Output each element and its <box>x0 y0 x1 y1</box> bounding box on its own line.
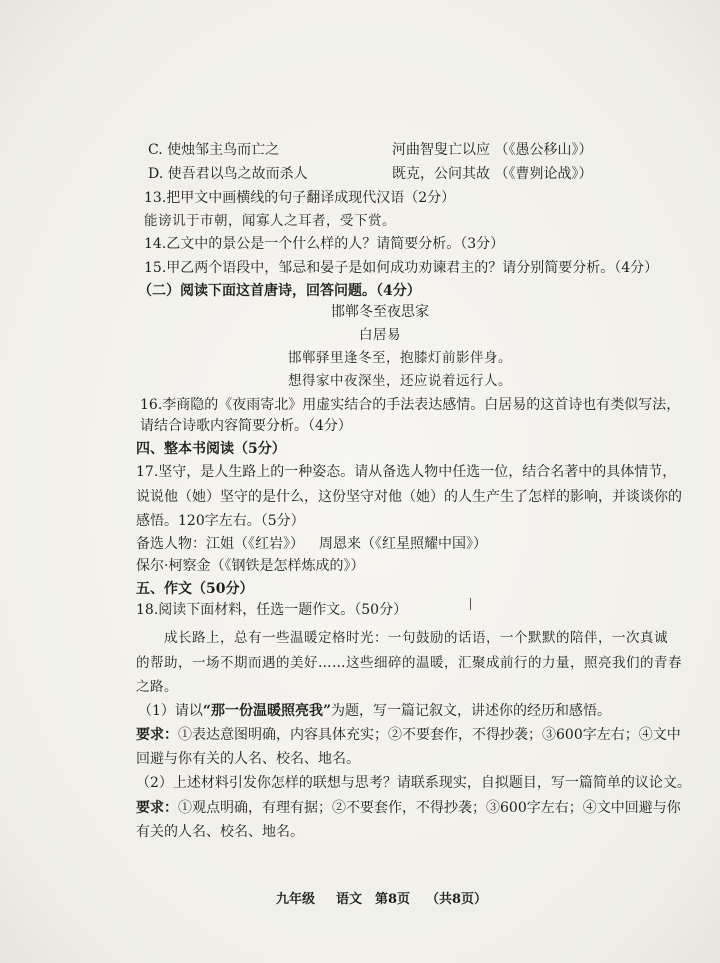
section-2-heading: （二）阅读下面这首唐诗，回答问题。（4分） <box>138 283 421 299</box>
question-16-line-1: 16.李商隐的《夜雨寄北》用虚实结合的手法表达感情。白居易的这首诗也有类似写法， <box>140 397 681 413</box>
essay-option-1-suffix: 为题，写一篇记叙文，讲述你的经历和感悟。 <box>331 703 612 719</box>
question-17-line-1: 17.坚守，是人生路上的一种姿态。请从备选人物中任选一位，结合名著中的具体情节， <box>136 464 677 480</box>
material-line-3: 之路。 <box>136 679 178 695</box>
section-4-heading: 四、整本书阅读（5分） <box>136 441 286 457</box>
option-d-left: D. 使吾君以鸟之故而杀人 <box>148 166 308 182</box>
question-13-prompt: 13.把甲文中画横线的句子翻译成现代汉语（2分） <box>144 190 456 206</box>
scan-mark <box>470 598 471 610</box>
essay-option-1 <box>138 702 611 720</box>
requirement-1-label: 要求： <box>136 727 178 743</box>
poem-title: 邯郸冬至夜思家 <box>331 304 429 320</box>
question-13-quote: 能谤讥于市朝，闻寡人之耳者，受下赏。 <box>144 213 396 229</box>
poem-line-1: 邯郸驿里逢冬至，抱膝灯前影伴身。 <box>288 350 512 366</box>
requirement-2-text: ①观点明确，有理有据；②不要套作，不得抄袭；③600字左右；④文中回避与你 <box>178 800 681 816</box>
question-18: 18.阅读下面材料，任选一题作文。（50分） <box>136 602 408 618</box>
question-17-line-3: 感悟。120字左右。（5分） <box>136 513 305 529</box>
option-c-right: 河曲智叟亡以应 （《愚公移山》） <box>392 142 593 158</box>
candidates-a: 备选人物：江姐（《红岩》） <box>136 536 304 552</box>
question-14: 14.乙文中的景公是一个什么样的人？请简要分析。（3分） <box>144 236 505 252</box>
essay-option-1-title: “那一份温暖照亮我” <box>202 703 332 719</box>
requirement-1-line-1 <box>136 726 681 744</box>
section-5-heading: 五、作文（50分） <box>136 581 254 597</box>
footer-total: （共8页） <box>426 892 488 907</box>
poem-line-2: 想得家中夜深坐，还应说着远行人。 <box>288 373 512 389</box>
requirement-1-text: ①表达意图明确，内容具体充实；②不要套作，不得抄袭；③600字左右；④文中 <box>178 727 681 743</box>
question-17-line-2: 说说他（她）坚守的是什么，这份坚守对他（她）的人生产生了怎样的影响，并谈谈你的 <box>136 489 682 505</box>
essay-option-1-prefix: （1）请以 <box>138 703 203 719</box>
requirement-1-line-2: 回避与你有关的人名、校名、地名。 <box>136 751 360 767</box>
question-16-line-2: 请结合诗歌内容简要分析。（4分） <box>140 418 352 434</box>
requirement-2-label: 要求： <box>136 800 178 816</box>
candidates-c: 保尔·柯察金（《钢铁是怎样炼成的》） <box>136 558 365 574</box>
poem-author: 白居易 <box>359 327 401 343</box>
material-line-2: 的帮助，一场不期而遇的美好……这些细碎的温暖，汇聚成前行的力量，照亮我们的青春 <box>136 655 682 671</box>
candidates-b: 周恩来（《红星照耀中国》） <box>319 536 487 552</box>
footer-subject: 语文 <box>336 892 363 907</box>
option-c-left: C. 使烛邹主鸟而亡之 <box>148 142 280 158</box>
requirement-2-line-1 <box>136 799 681 817</box>
option-d-right: 既克，公问其故 （《曹刿论战》） <box>392 166 593 182</box>
footer-page: 第8页 <box>375 892 411 907</box>
footer-grade: 九年级 <box>276 892 316 907</box>
question-15: 15.甲乙两个语段中，邹忌和晏子是如何成功劝谏君主的？请分别简要分析。（4分） <box>144 260 659 276</box>
requirement-2-line-2: 有关的人名、校名、地名。 <box>136 824 304 840</box>
material-line-1: 成长路上，总有一些温暖定格时光：一句鼓励的话语，一个默默的陪伴，一次真诚 <box>164 630 668 646</box>
essay-option-2: （2）上述材料引发你怎样的联想与思考？请联系现实，自拟题目，写一篇简单的议论文。 <box>136 775 691 791</box>
